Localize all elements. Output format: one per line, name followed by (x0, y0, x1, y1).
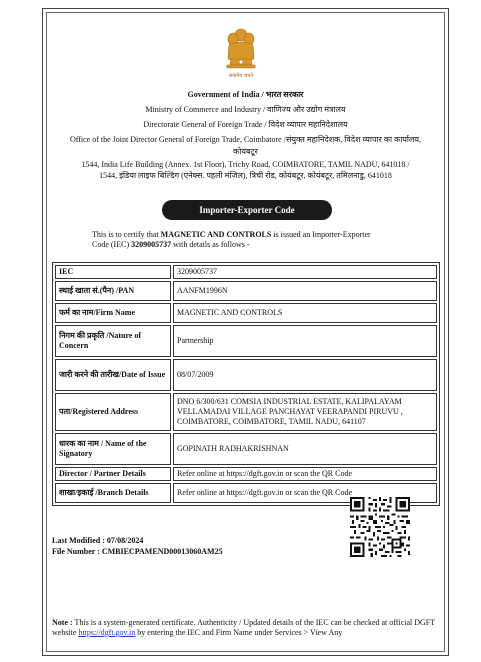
note-text-2: by entering the IEC and Firm Name under Services > View Any (135, 628, 343, 637)
iec-details-table (52, 262, 440, 506)
field-value: DNO 6/300/631 COMSIA INDUSTRIAL ESTATE, KALIPALAYAM VELLAMADAI VILLAGE PANCHAYAT VEERAPANDI PIRUVU , COIMBATORE, COIMBATORE, TAMIL NADU, 641107 (173, 393, 437, 431)
emblem-motto: सत्यमेव जयते (228, 73, 254, 79)
table-row (55, 433, 437, 465)
note-text: This is a system-generated certificate. Authenticity / Updated details of the IEC can be checked at official DGFT website (52, 618, 435, 637)
file-number: File Number : CMBIECPAMEND00013060AM25 (52, 547, 223, 556)
note-label: Note : (52, 618, 73, 627)
certify-text-3: Code (IEC) (92, 240, 132, 249)
field-label: जारी करने की तारीख/Date of Issue (55, 359, 171, 391)
field-label: पता/Registered Address (55, 393, 171, 431)
government-title: Government of India / भारत सरकार (187, 90, 304, 99)
field-value: Refer online at https://dgft.gov.in or scan the QR Code (173, 467, 437, 481)
table-row (55, 281, 437, 301)
certify-text-4: with details as follows - (171, 240, 250, 249)
table-row (55, 265, 437, 279)
dgft-website-link[interactable]: https://dgft.gov.in (78, 628, 136, 637)
field-label: फर्म का नाम/Firm Name (55, 303, 171, 323)
field-value: AANFM1996N (173, 281, 437, 301)
certify-iec-number: 3209005737 (131, 240, 172, 249)
field-value: 08/07/2009 (173, 359, 437, 391)
certify-firm-name: MAGNETIC AND CONTROLS (160, 230, 272, 239)
table-row (55, 467, 437, 481)
field-label: धारक का नाम / Name of the Signatory (55, 433, 171, 465)
field-label: शाखा/इकाई /Branch Details (55, 483, 171, 503)
authenticity-note (52, 618, 444, 638)
iec-banner: Importer-Exporter Code (162, 200, 332, 220)
certification-text (92, 230, 412, 250)
certify-text-2: is issued an Importer-Exporter (271, 230, 371, 239)
address-line-hindi: 1544, इंडिया लाइफ बिल्डिंग (एनेक्स. पहली मंजिल), त्रिची रोड, कोयंबटूर, कोयंबटूर, तमिलनाडु, 641018 (99, 171, 392, 180)
last-modified: Last Modified : 07/08/2024 (52, 536, 144, 545)
field-value: 3209005737 (173, 265, 437, 279)
certify-text-1: This is to certify that (92, 230, 161, 239)
office-line-2: कोयंबटूर (233, 147, 258, 156)
table-row (55, 359, 437, 391)
national-emblem-icon (221, 25, 261, 85)
ministry-line: Ministry of Commerce and Industry / वाणिज्य और उद्योग मंत्रालय (145, 105, 346, 114)
field-value: MAGNETIC AND CONTROLS (173, 303, 437, 323)
field-value: GOPINATH RADHAKRISHNAN (173, 433, 437, 465)
field-label: Director / Partner Details (55, 467, 171, 481)
table-row (55, 393, 437, 431)
field-label: IEC (55, 265, 171, 279)
address-line: 1544, India Life Building (Annex. 1st Floor), Trichy Road, COIMBATORE, TAMIL NADU, 641018 / (81, 160, 410, 169)
field-label: निगम की प्रकृति /Nature of Concern (55, 325, 171, 357)
field-value: Refer online at https://dgft.gov.in or scan the QR Code (173, 483, 437, 503)
table-row (55, 303, 437, 323)
office-line: Office of the Joint Director General of Foreign Trade, Coimbatore /संयुक्त महानिदेशक, विदेश व्यापार का कार्यालय, (69, 135, 422, 144)
directorate-line: Directorate General of Foreign Trade / विदेश व्यापार महानिदेशालय (143, 120, 348, 129)
table-row (55, 325, 437, 357)
qr-code-icon (350, 497, 410, 557)
field-label: स्थाई खाता सं.(पैन) /PAN (55, 281, 171, 301)
field-value: Partnership (173, 325, 437, 357)
